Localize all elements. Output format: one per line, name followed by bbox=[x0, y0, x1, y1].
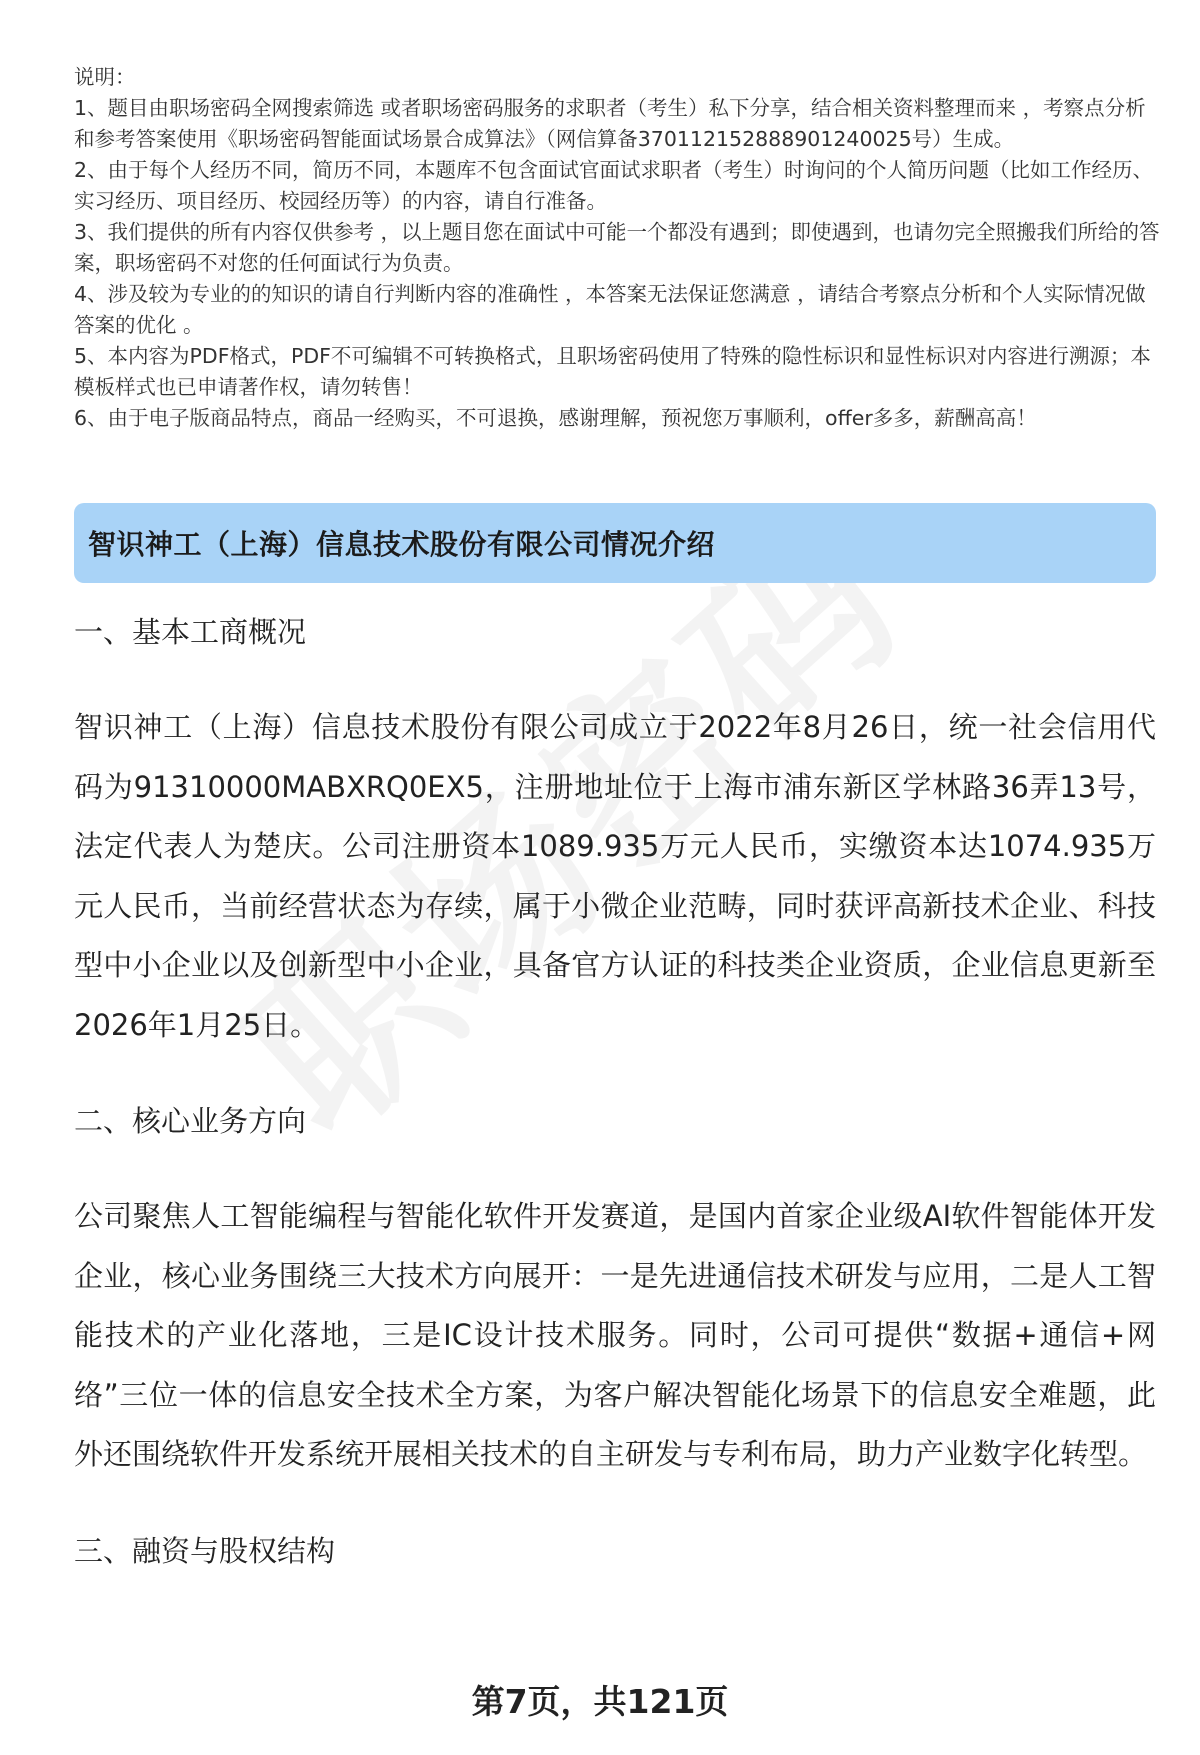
company-title-banner bbox=[74, 503, 1156, 583]
section-body-basic-info: 智识神工（上海）信息技术股份有限公司成立于2022年8月26日，统一社会信用代码为91310000MABXRQ0EX5，注册地址位于上海市浦东新区学林路36弄13号，法定代表人为楚庆。公司注册资本1089.935万元人民币，实缴资本达1074.935万元人民币，当前经营状态为存续，属于小微企业范畴，同时获评高新技术企业、科技型中小企业以及创新型中小企业，具备官方认证的科技类企业资质，企业信息更新至2026年1月25日。 bbox=[74, 710, 1156, 1042]
document-body bbox=[74, 612, 1156, 1617]
note-item: 5、本内容为PDF格式，PDF不可编辑不可转换格式，且职场密码使用了特殊的隐性标识和显性标识对内容进行溯源；本模板样式也已申请著作权，请勿转售！ bbox=[74, 344, 1151, 399]
section-heading-core-business: 二、核心业务方向 bbox=[74, 1104, 307, 1138]
section-heading-basic-info: 一、基本工商概况 bbox=[74, 615, 307, 649]
note-item: 3、我们提供的所有内容仅供参考 ，以上题目您在面试中可能一个都没有遇到；即使遇到，也请勿完全照搬我们所给的答案，职场密码不对您的任何面试行为负责。 bbox=[74, 220, 1160, 275]
note-item: 6、由于电子版商品特点，商品一经购买，不可退换，感谢理解，预祝您万事顺利，offer多多，薪酬高高！ bbox=[74, 406, 1037, 430]
section-heading-financing: 三、融资与股权结构 bbox=[74, 1533, 336, 1568]
section-body-core-business: 公司聚焦人工智能编程与智能化软件开发赛道，是国内首家企业级AI软件智能体开发企业，核心业务围绕三大技术方向展开：一是先进通信技术研发与应用，二是人工智能技术的产业化落地，三是IC设计技术服务。同时，公司可提供“数据+通信+网络”三位一体的信息安全技术全方案，为客户解决智能化场景下的信息安全难题，此外还围绕软件开发系统开展相关技术的自主研发与专利布局，助力产业数字化转型。 bbox=[74, 1199, 1156, 1471]
note-item: 4、涉及较为专业的的知识的请自行判断内容的准确性 ，本答案无法保证您满意 ，请结合考察点分析和个人实际情况做答案的优化 。 bbox=[74, 282, 1146, 337]
note-item: 2、由于每个人经历不同，简历不同，本题库不包含面试官面试求职者（考生）时询问的个人简历问题（比如工作经历、实习经历、项目经历、校园经历等）的内容，请自行准备。 bbox=[74, 158, 1154, 213]
note-item: 1、题目由职场密码全网搜索筛选 或者职场密码服务的求职者（考生）私下分享，结合相关资料整理而来 ，考察点分析和参考答案使用《职场密码智能面试场景合成算法》（网信算备370112152888901240025号）生成。 bbox=[74, 96, 1146, 151]
page-number: 第7页，共121页 bbox=[471, 1682, 729, 1721]
disclaimer-notes bbox=[74, 62, 1164, 434]
notes-title: 说明： bbox=[74, 65, 136, 89]
company-title: 智识神工（上海）信息技术股份有限公司情况介绍 bbox=[88, 528, 716, 561]
